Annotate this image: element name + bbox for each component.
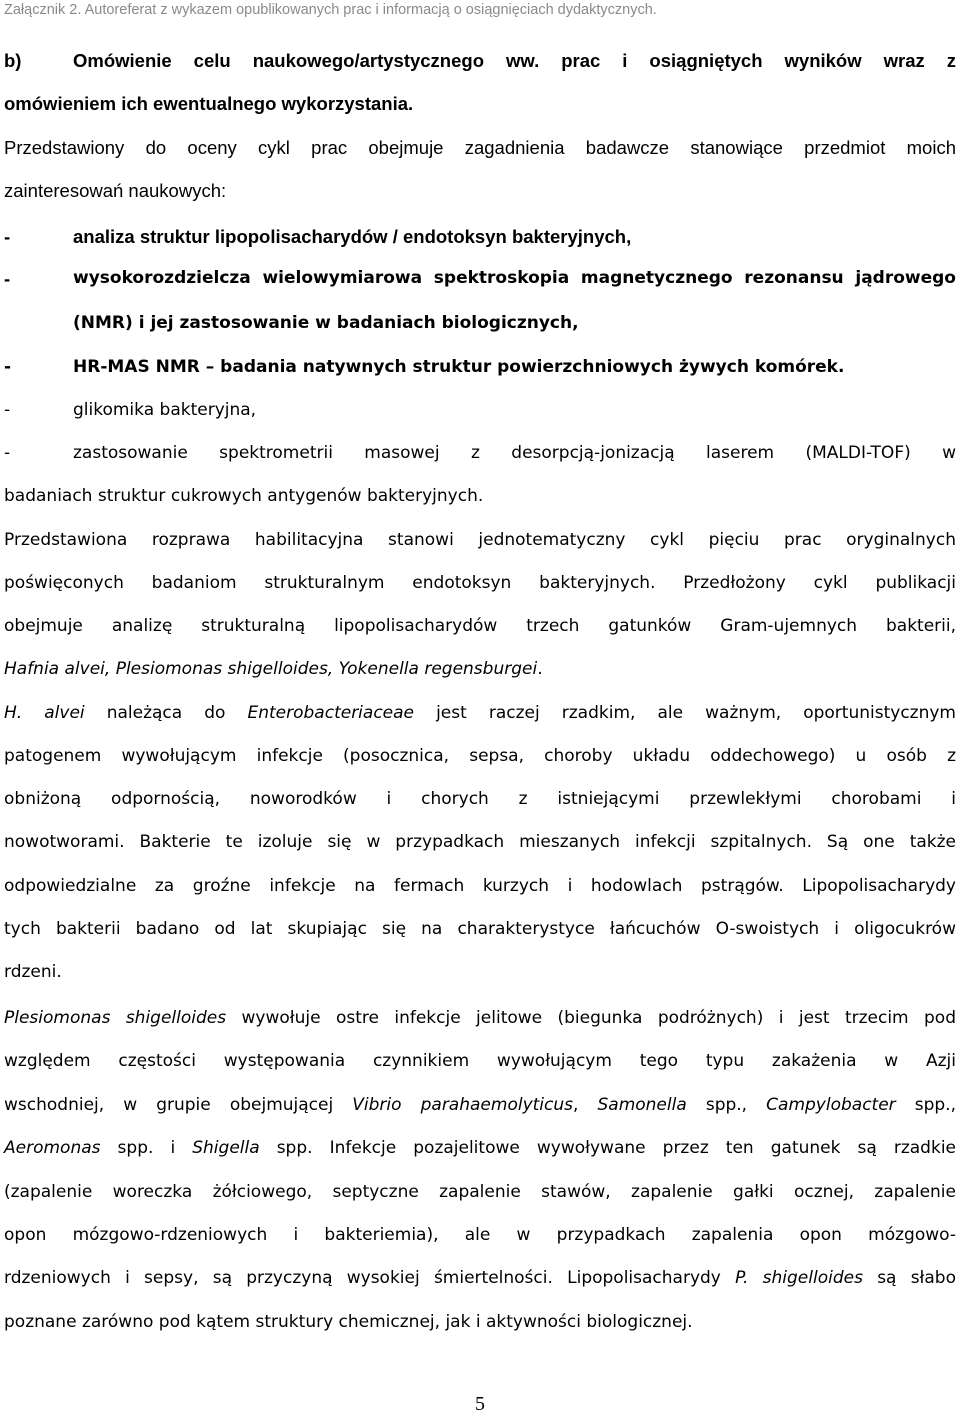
para3-line2: względem częstości występowania czynnikiem wywołującym tego typu zakażenia w Azji bbox=[4, 1051, 956, 1071]
page-number: 5 bbox=[475, 1393, 485, 1415]
list-dash: - bbox=[4, 226, 11, 247]
para3-line1 bbox=[4, 1008, 956, 1028]
para3-line4 bbox=[4, 1138, 956, 1158]
genus-name: Samonella bbox=[597, 1095, 687, 1115]
text-run: są słabo bbox=[862, 1268, 956, 1288]
family-name: Enterobacteriaceae bbox=[247, 703, 415, 723]
species-names: Hafnia alvei, Plesiomonas shigelloides, Yokenella regensburgei bbox=[4, 659, 538, 679]
text-run: spp., bbox=[895, 1095, 956, 1115]
para2-line7: rdzeni. bbox=[4, 962, 62, 982]
text-run: spp., bbox=[686, 1095, 767, 1115]
para2-line4: nowotworami. Bakterie te izoluje się w przypadkach mieszanych infekcji szpitalnych. Są one także bbox=[4, 832, 956, 852]
text-run: rdzeniowych i sepsy, są przyczyną wysokiej śmiertelności. Lipopolisacharydy bbox=[4, 1268, 736, 1288]
list-dash: - bbox=[4, 268, 11, 289]
para2-line1 bbox=[4, 703, 956, 723]
list-item-5a: zastosowanie spektrometrii masowej z desorpcją-jonizacją laserem (MALDI-TOF) w bbox=[73, 443, 956, 463]
section-heading-line2: omówieniem ich ewentualnego wykorzystania. bbox=[4, 93, 414, 114]
species-name: P. shigelloides bbox=[735, 1268, 863, 1288]
para3-line8: poznane zarówno pod kątem struktury chemicznej, jak i aktywności biologicznej. bbox=[4, 1312, 693, 1332]
genus-name: Campylobacter bbox=[766, 1095, 896, 1115]
list-dash: - bbox=[4, 443, 11, 463]
para2-line6: tych bakterii badano od lat skupiając się na charakterystyce łańcuchów O-swoistych i oligocukrów bbox=[4, 919, 956, 939]
list-dash: - bbox=[4, 400, 11, 420]
list-item-2a: wysokorozdzielcza wielowymiarowa spektroskopia magnetycznego rezonansu jądrowego bbox=[73, 268, 956, 288]
text-run: , bbox=[573, 1095, 598, 1115]
list-item-1: analiza struktur lipopolisacharydów / endotoksyn bakteryjnych, bbox=[73, 226, 632, 247]
list-dash: - bbox=[4, 357, 12, 377]
list-item-4: glikomika bakteryjna, bbox=[73, 400, 257, 420]
para2-line3: obniżoną odpornością, noworodków i chorych z istniejącymi przewlekłymi chorobami i bbox=[4, 789, 956, 809]
page-header: Załącznik 2. Autoreferat z wykazem opublikowanych prac i informacją o osiągnięciach dydaktycznych. bbox=[4, 2, 657, 18]
text-run: wschodniej, w grupie obejmującej bbox=[4, 1095, 353, 1115]
list-item-2b: (NMR) i jej zastosowanie w badaniach biologicznych, bbox=[73, 313, 579, 333]
text-run: należąca do bbox=[84, 703, 248, 723]
para3-line6: opon mózgowo-rdzeniowych i bakteriemia), ale w przypadkach zapalenia opon mózgowo- bbox=[4, 1225, 956, 1245]
species-name: H. alvei bbox=[4, 703, 85, 723]
para1-line2: poświęconych badaniom strukturalnym endotoksyn bakteryjnych. Przedłożony cykl publikacji bbox=[4, 573, 956, 593]
text-run: spp. i bbox=[100, 1138, 193, 1158]
text-run: wywołuje ostre infekcje jelitowe (biegunka podróżnych) i jest trzecim pod bbox=[226, 1008, 956, 1028]
intro-line2: zainteresowań naukowych: bbox=[4, 180, 227, 201]
period: . bbox=[537, 659, 543, 679]
intro-line1: Przedstawiony do oceny cykl prac obejmuje zagadnienia badawcze stanowiące przedmiot moich bbox=[4, 137, 956, 158]
section-label: b) bbox=[4, 50, 22, 71]
section-heading-line1: Omówienie celu naukowego/artystycznego ww. prac i osiągniętych wyników wraz z bbox=[73, 50, 956, 71]
para1-line1: Przedstawiona rozprawa habilitacyjna stanowi jednotematyczny cykl pięciu prac oryginalnych bbox=[4, 530, 956, 550]
genus-name: Aeromonas bbox=[4, 1138, 101, 1158]
para1-line4 bbox=[4, 659, 543, 679]
text-run: spp. Infekcje pozajelitowe wywoływane przez ten gatunek są rzadkie bbox=[259, 1138, 956, 1158]
species-name: Plesiomonas shigelloides bbox=[4, 1008, 227, 1028]
genus-name: Shigella bbox=[192, 1138, 260, 1158]
para2-line2: patogenem wywołującym infekcje (posocznica, sepsa, choroby układu oddechowego) u osób z bbox=[4, 746, 956, 766]
para2-line5: odpowiedzialne za groźne infekcje na fermach kurzych i hodowlach pstrągów. Lipopolisacharydy bbox=[4, 876, 956, 896]
para3-line7 bbox=[4, 1268, 956, 1288]
species-name: Vibrio parahaemolyticus bbox=[352, 1095, 573, 1115]
para3-line5: (zapalenie woreczka żółciowego, septyczne zapalenie stawów, zapalenie gałki ocznej, zapalenie bbox=[4, 1182, 956, 1202]
list-item-3: HR-MAS NMR – badania natywnych struktur powierzchniowych żywych komórek. bbox=[73, 357, 845, 377]
list-item-5b: badaniach struktur cukrowych antygenów bakteryjnych. bbox=[4, 486, 484, 506]
text-run: jest raczej rzadkim, ale ważnym, oportunistycznym bbox=[414, 703, 956, 723]
para1-line3: obejmuje analizę strukturalną lipopolisacharydów trzech gatunków Gram-ujemnych bakterii, bbox=[4, 616, 956, 636]
para3-line3 bbox=[4, 1095, 956, 1115]
